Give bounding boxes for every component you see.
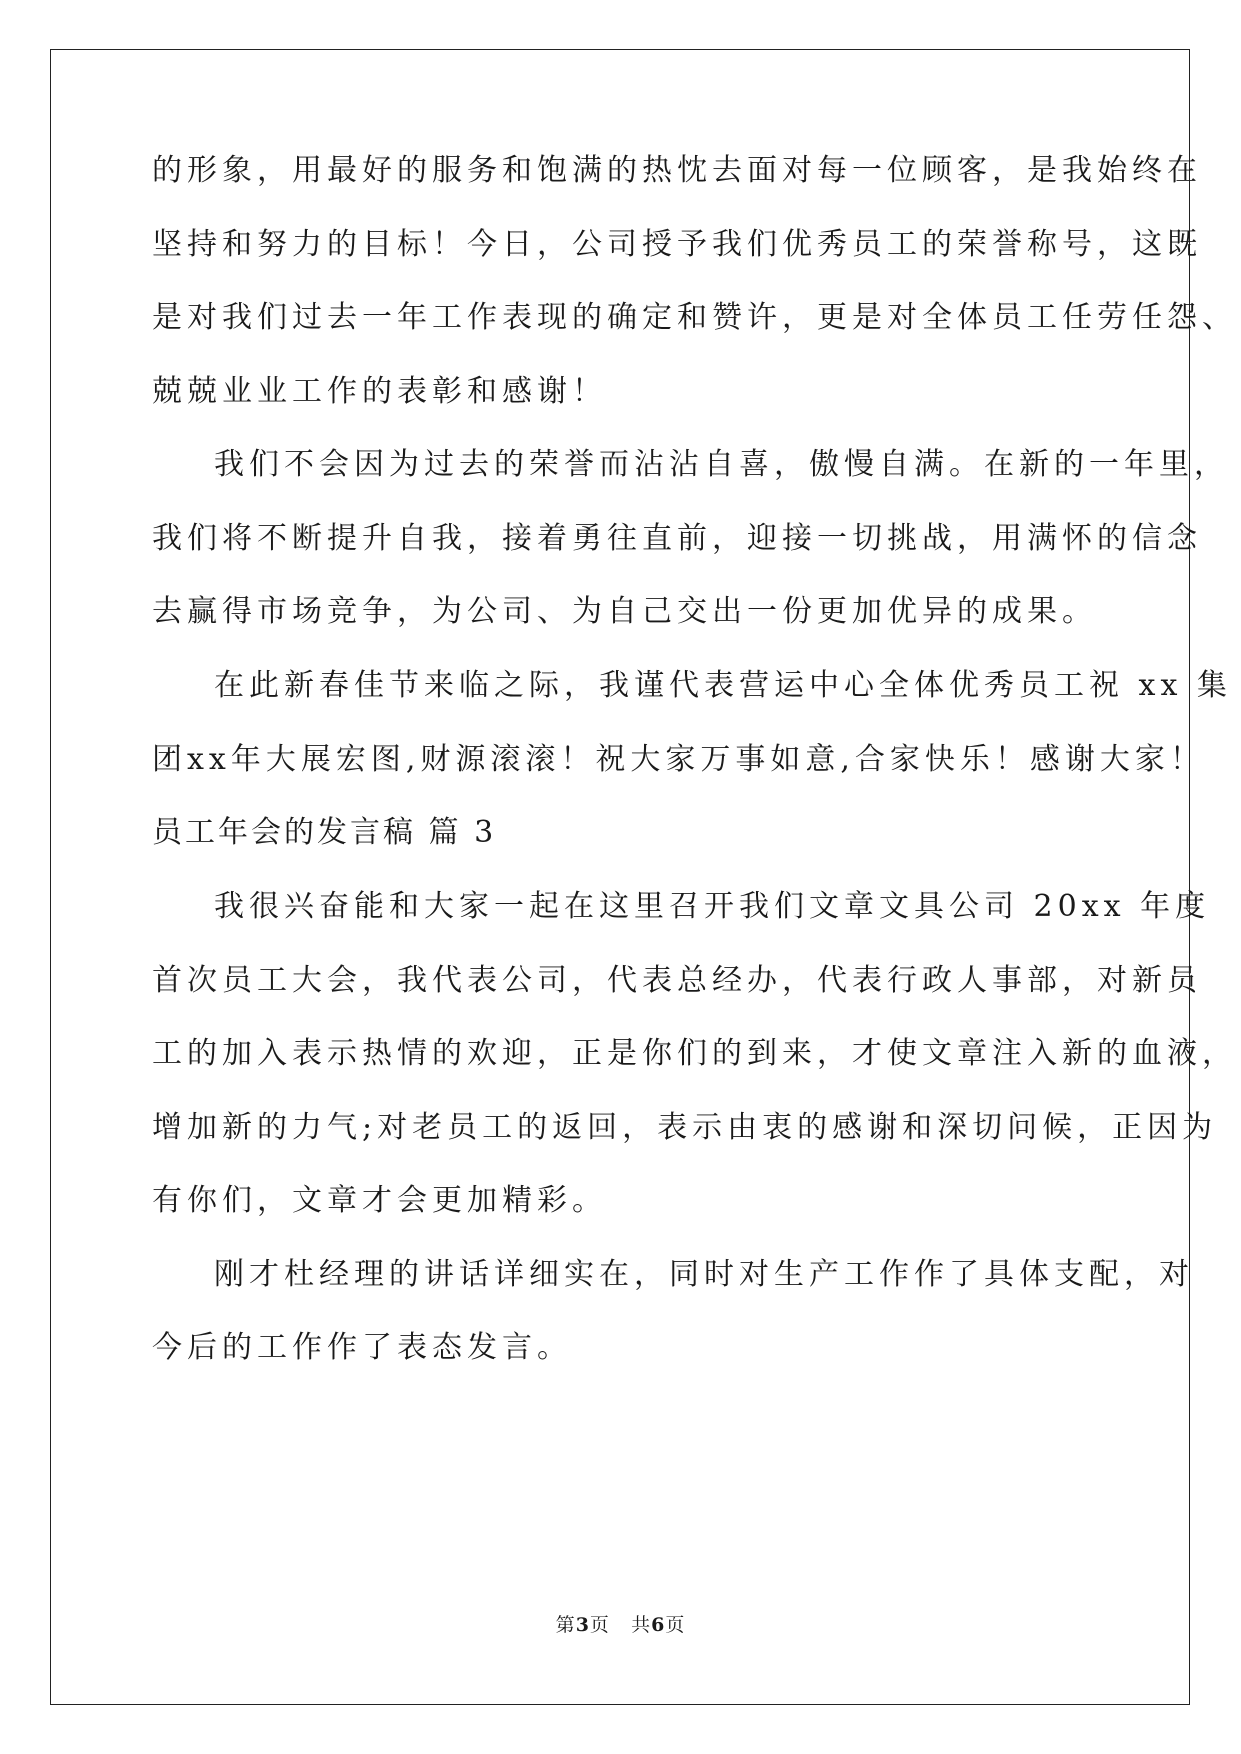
text-line: 我很兴奋能和大家一起在这里召开我们文章文具公司 20xx 年度	[214, 889, 1211, 924]
text-line: 工的加入表示热情的欢迎，正是你们的到来，才使文章注入新的血液，	[152, 1036, 1237, 1071]
page-frame	[50, 49, 1190, 1705]
text-line: 在此新春佳节来临之际，我谨代表营运中心全体优秀员工祝 xx 集	[214, 668, 1232, 703]
page-footer	[0, 1613, 1241, 1637]
text-line: 首次员工大会，我代表公司，代表总经办，代表行政人事部，对新员	[152, 963, 1202, 998]
text-line: 去赢得市场竞争，为公司、为自己交出一份更加优异的成果。	[152, 594, 1097, 629]
text-line: 团xx年大展宏图,财源滚滚！祝大家万事如意,合家快乐！感谢大家！	[152, 742, 1205, 777]
text-line: 是对我们过去一年工作表现的确定和赞许，更是对全体员工任劳任怨、	[152, 300, 1237, 335]
text-line: 增加新的力气;对老员工的返回，表示由衷的感谢和深切问候，正因为	[152, 1110, 1218, 1145]
text-line: 的形象，用最好的服务和饱满的热忱去面对每一位顾客，是我始终在	[152, 153, 1202, 188]
total-pages: 6	[651, 1614, 666, 1636]
text-line: 坚持和努力的目标！今日，公司授予我们优秀员工的荣誉称号，这既	[152, 227, 1202, 262]
page-suffix: 页	[589, 1614, 610, 1636]
page-number: 3	[575, 1614, 590, 1636]
total-prefix: 共	[631, 1614, 652, 1636]
page-prefix: 第	[555, 1614, 576, 1636]
text-line: 今后的工作作了表态发言。	[152, 1330, 572, 1365]
text-line: 我们不会因为过去的荣誉而沾沾自喜，傲慢自满。在新的一年里，	[214, 447, 1229, 482]
text-line: 兢兢业业工作的表彰和感谢！	[152, 374, 607, 409]
text-line: 有你们，文章才会更加精彩。	[152, 1183, 607, 1218]
section-heading: 员工年会的发言稿 篇 3	[152, 815, 497, 850]
total-suffix: 页	[665, 1614, 686, 1636]
text-line: 刚才杜经理的讲话详细实在，同时对生产工作作了具体支配，对	[214, 1257, 1194, 1292]
text-line: 我们将不断提升自我，接着勇往直前，迎接一切挑战，用满怀的信念	[152, 521, 1202, 556]
